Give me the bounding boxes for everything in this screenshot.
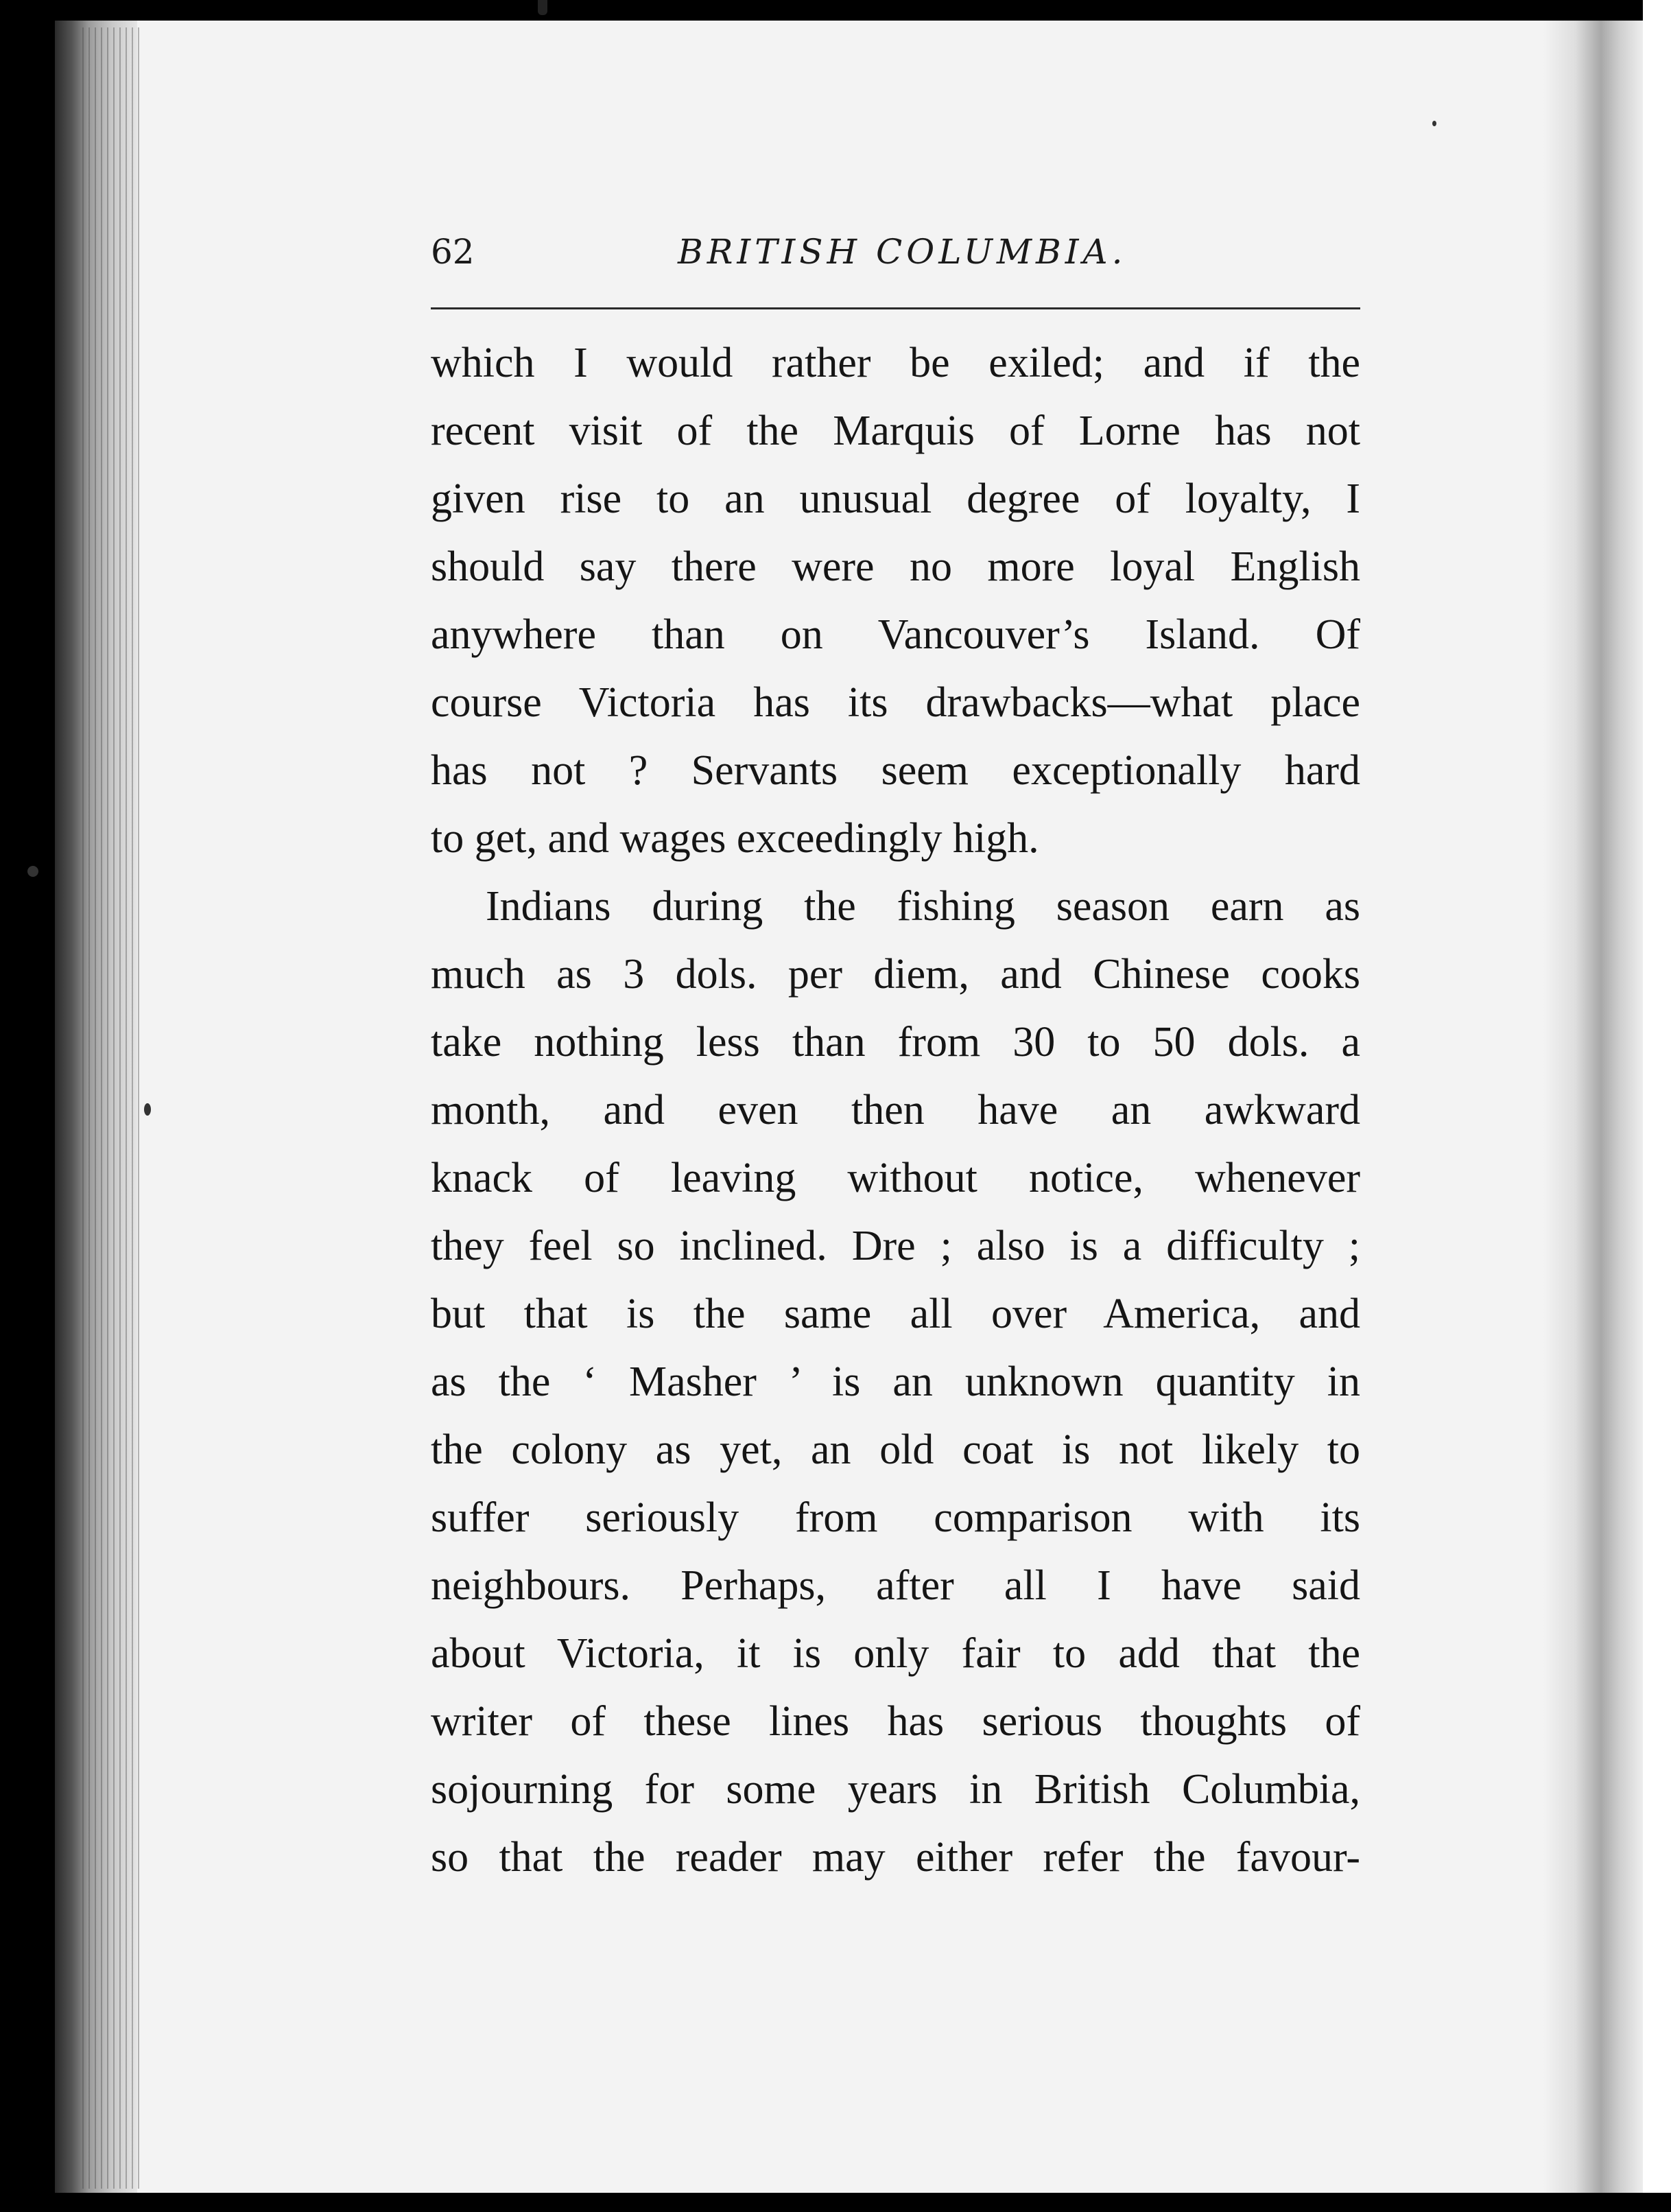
text-line: to get, and wages exceedingly high. <box>431 815 1039 862</box>
text-line: suffer seriously from comparison with its <box>431 1494 1360 1541</box>
text-line: the colony as yet, an old coat is not likely to <box>431 1426 1360 1473</box>
text-line: neighbours. Perhaps, after all I have said <box>431 1562 1360 1609</box>
text-line: as the ‘ Masher ’ is an unknown quantity in <box>431 1358 1360 1405</box>
ink-speck <box>144 1103 151 1116</box>
text-line: about Victoria, it is only fair to add that the <box>431 1630 1360 1677</box>
scan-margin-right <box>1643 0 1671 2212</box>
binding-stripes <box>82 27 144 2189</box>
text-line: Indians during the fishing season earn as <box>486 883 1360 930</box>
text-line: sojourning for some years in British Columbia, <box>431 1766 1360 1813</box>
text-line: they feel so inclined. Dre ; also is a difficulty ; <box>431 1223 1360 1269</box>
text-line: knack of leaving without notice, whenever <box>431 1155 1360 1201</box>
text-line: recent visit of the Marquis of Lorne has not <box>431 408 1360 454</box>
running-head <box>431 232 1357 287</box>
text-line: which I would rather be exiled; and if the <box>431 340 1360 386</box>
text-line: anywhere than on Vancouver’s Island. Of <box>431 611 1360 658</box>
header-rule <box>431 307 1360 309</box>
ink-speck <box>1432 121 1436 126</box>
text-line: take nothing less than from 30 to 50 dols. a <box>431 1019 1360 1066</box>
text-line: but that is the same all over America, and <box>431 1291 1360 1337</box>
text-line: has not ? Servants seem exceptionally hard <box>431 747 1360 794</box>
text-line: month, and even then have an awkward <box>431 1087 1360 1133</box>
page-number: 62 <box>431 232 475 272</box>
scan-top-mark <box>538 0 547 15</box>
text-line: course Victoria has its drawbacks—what place <box>431 679 1360 726</box>
running-title: BRITISH COLUMBIA. <box>678 232 1127 272</box>
text-line: should say there were no more loyal English <box>431 543 1360 590</box>
scan-margin-bottom <box>0 2193 1671 2212</box>
text-line: writer of these lines has serious thoughts of <box>431 1698 1360 1745</box>
text-line: much as 3 dols. per diem, and Chinese cooks <box>431 951 1360 998</box>
text-line: given rise to an unusual degree of loyalty, I <box>431 475 1360 522</box>
text-line: so that the reader may either refer the favour- <box>431 1834 1360 1881</box>
ink-speck <box>27 866 38 877</box>
paragraph-2 <box>431 873 1360 1892</box>
paragraph-1 <box>431 329 1360 873</box>
body-text <box>431 329 1360 1892</box>
